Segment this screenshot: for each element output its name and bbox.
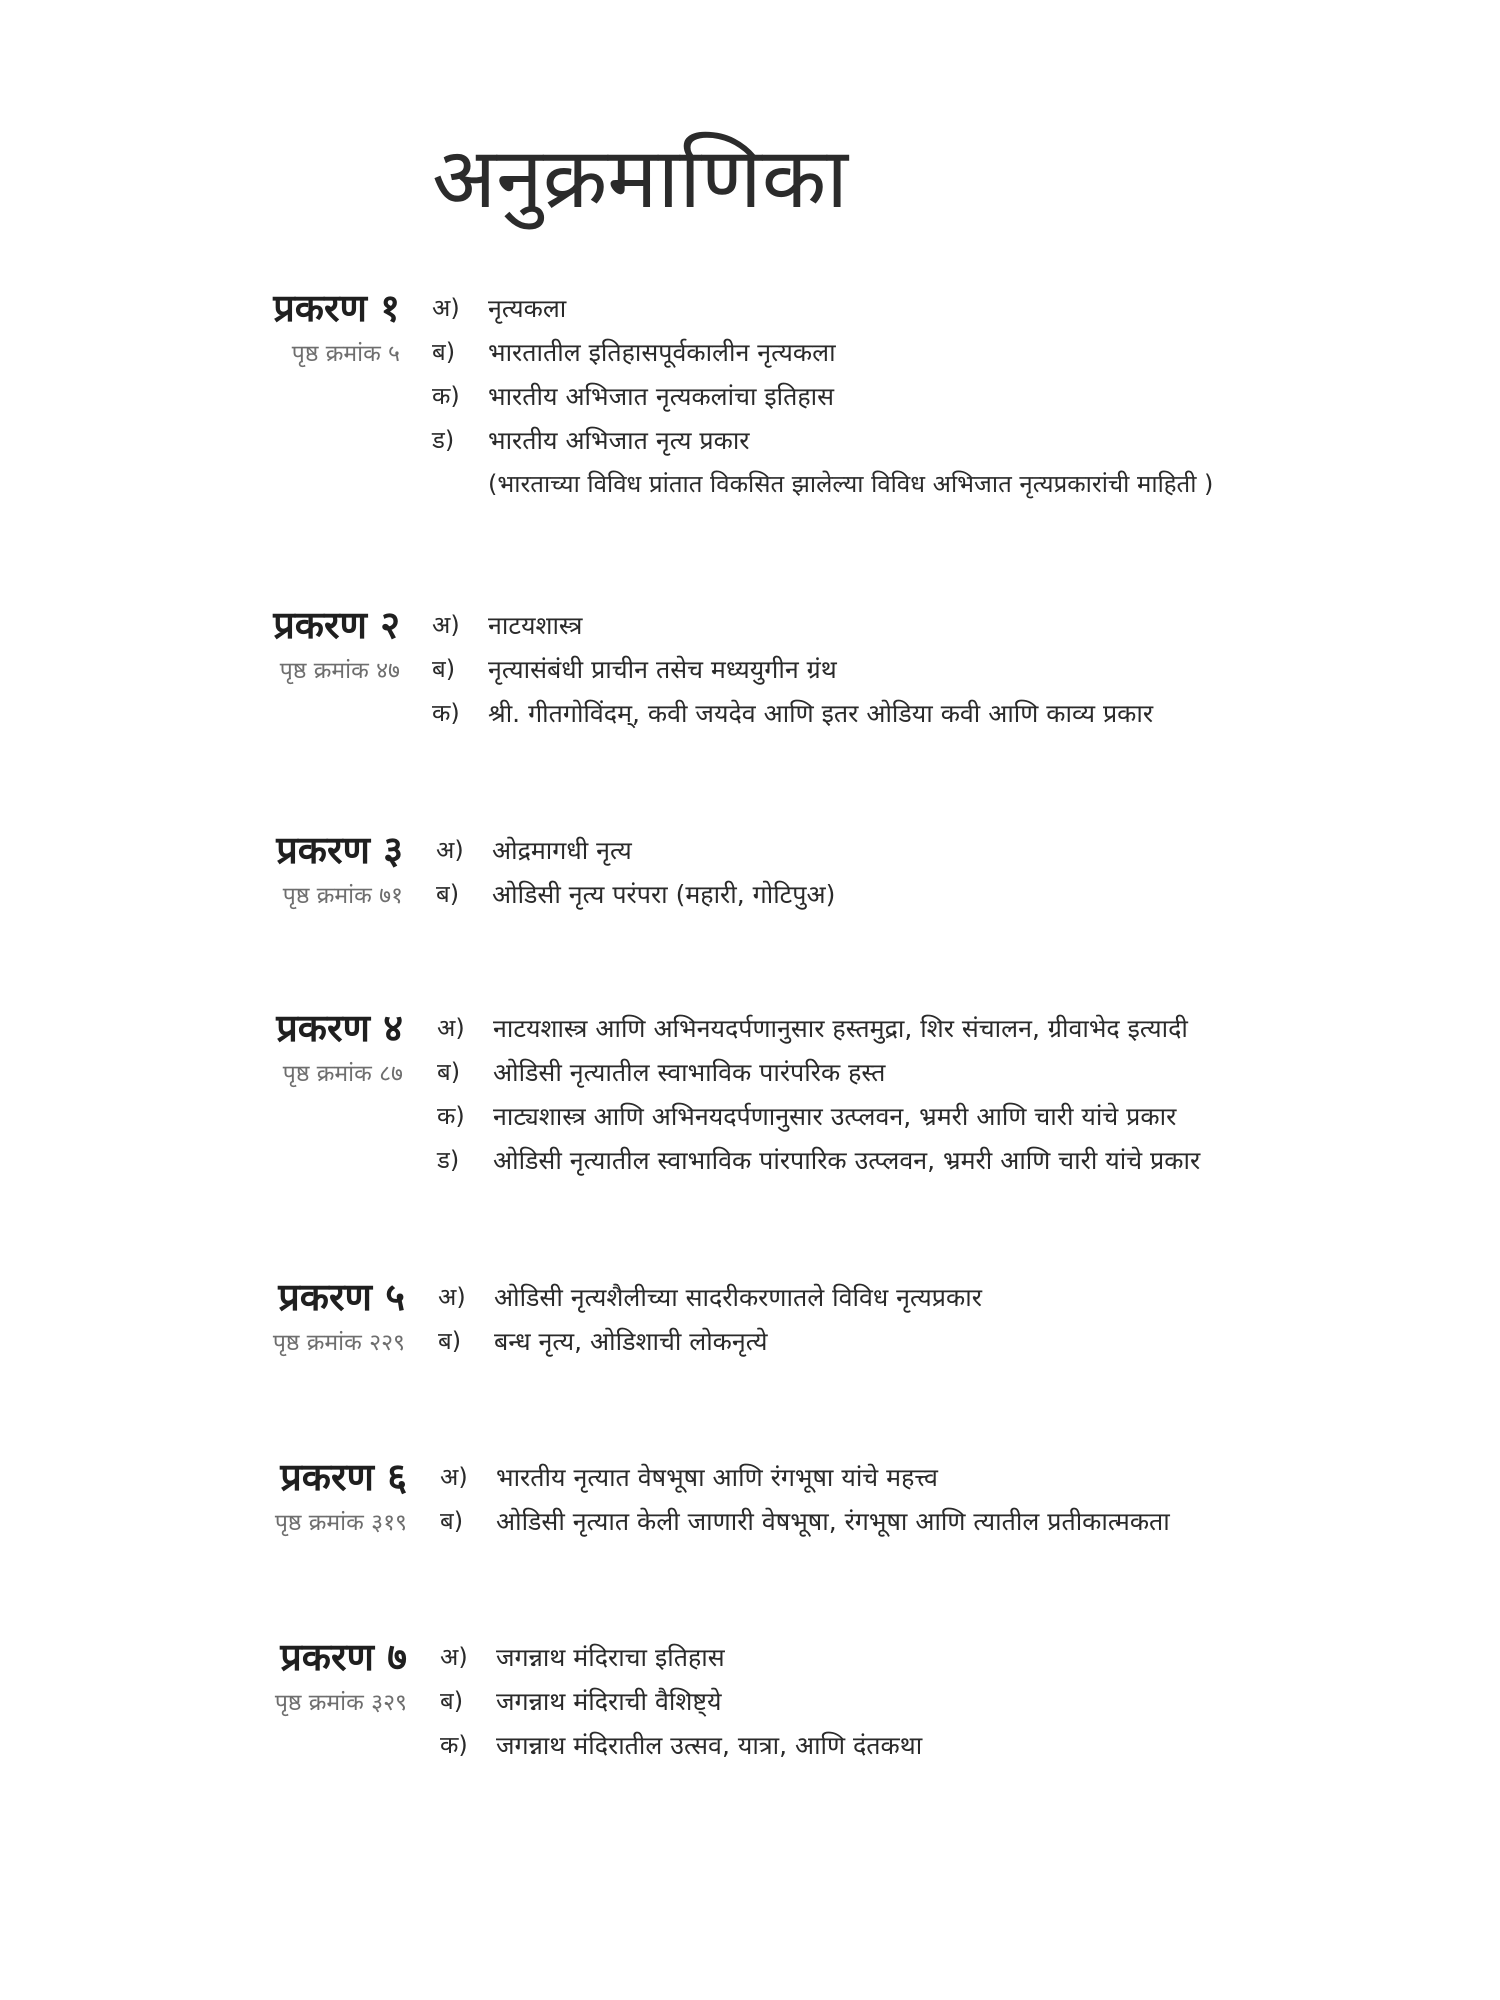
list-item (432, 291, 1213, 335)
list-item (440, 1640, 922, 1684)
list-item (437, 1143, 1200, 1187)
entry-text: ओडिसी नृत्य परंपरा (महारी, गोटिपुअ) (492, 880, 836, 909)
entry-text: नाटयशास्त्र (488, 611, 583, 640)
entry-text: जगन्नाथ मंदिरातील उत्सव, यात्रा, आणि दंतकथा (496, 1731, 923, 1760)
chapter-page-number: पृष्ठ क्रमांक ७१ (282, 882, 403, 909)
entry-marker: क) (440, 1731, 468, 1759)
entry-marker: ड) (432, 426, 455, 454)
chapter-entries (436, 833, 835, 921)
entry-marker: अ) (440, 1643, 468, 1671)
list-item (437, 1055, 1200, 1099)
chapter-page-number: पृष्ठ क्रमांक २२९ (272, 1329, 405, 1356)
entry-marker: ब) (438, 1327, 462, 1355)
entry-marker: अ) (432, 294, 460, 322)
list-item (436, 877, 835, 921)
list-item (437, 1011, 1200, 1055)
chapter-label: प्रकरण ४ (276, 1006, 403, 1050)
entry-text: नाट्यशास्त्र आणि अभिनयदर्पणानुसार उत्प्लवन, भ्रमरी आणि चारी यांचे प्रकार (493, 1102, 1177, 1131)
entry-text: ओडिसी नृत्यातील स्वाभाविक पारंपरिक हस्त (493, 1058, 886, 1087)
chapter-heading (262, 1637, 407, 1717)
chapter-heading (255, 605, 400, 685)
chapter-page-number: पृष्ठ क्रमांक ३१९ (274, 1509, 407, 1536)
list-item (432, 335, 1213, 379)
entry-note: (भारताच्या विविध प्रांतात विकसित झालेल्या विविध अभिजात नृत्यप्रकारांची माहिती ) (488, 470, 1214, 498)
entry-marker: अ) (440, 1463, 468, 1491)
entry-marker: ब) (440, 1687, 464, 1715)
chapter-heading (258, 1008, 403, 1088)
entry-text: भारतीय नृत्यात वेषभूषा आणि रंगभूषा यांचे महत्त्व (496, 1463, 938, 1492)
chapter-entries (440, 1460, 1170, 1548)
chapter-label: प्रकरण ६ (280, 1455, 407, 1499)
entry-marker: ब) (432, 338, 456, 366)
list-item (436, 833, 835, 877)
entry-marker: क) (432, 382, 460, 410)
entry-marker: ब) (440, 1507, 464, 1535)
list-item (432, 423, 1213, 467)
entry-text: नाटयशास्त्र आणि अभिनयदर्पणानुसार हस्तमुद्रा, शिर संचालन, ग्रीवाभेद इत्यादी (493, 1014, 1188, 1043)
chapter-page-number: पृष्ठ क्रमांक ४७ (279, 657, 400, 684)
chapter-entries (440, 1640, 922, 1772)
chapter-entries (438, 1280, 982, 1368)
entry-text: ओद्रमागधी नृत्य (492, 836, 632, 865)
entry-text: भारतीय अभिजात नृत्य प्रकार (488, 426, 750, 455)
list-item (440, 1728, 922, 1772)
entry-text: भारतातील इतिहासपूर्वकालीन नृत्यकला (488, 338, 836, 367)
entry-text: जगन्नाथ मंदिराचा इतिहास (496, 1643, 725, 1672)
chapter-label: प्रकरण ७ (280, 1635, 407, 1679)
list-item (432, 608, 1153, 652)
chapter-entries (437, 1011, 1200, 1187)
entry-marker: ब) (436, 880, 460, 908)
chapter-page-number: पृष्ठ क्रमांक ८७ (282, 1060, 403, 1087)
entry-text: बन्ध नृत्य, ओडिशाची लोकनृत्ये (494, 1327, 768, 1356)
chapter-label: प्रकरण २ (273, 603, 400, 647)
chapter-heading (260, 1277, 405, 1357)
chapter-label: प्रकरण ३ (276, 828, 403, 872)
entry-marker: क) (437, 1102, 465, 1130)
entry-text: जगन्नाथ मंदिराची वैशिष्ट्ये (496, 1687, 722, 1716)
entry-marker: ब) (432, 655, 456, 683)
entry-marker: अ) (437, 1014, 465, 1042)
list-item (437, 1099, 1200, 1143)
entry-marker: अ) (438, 1283, 466, 1311)
chapter-heading (262, 1457, 407, 1537)
entry-text: ओडिसी नृत्यशैलीच्या सादरीकरणातले विविध नृत्यप्रकार (494, 1283, 982, 1312)
list-item (432, 652, 1153, 696)
entry-text: नृत्यासंबंधी प्राचीन तसेच मध्ययुगीन ग्रंथ (488, 655, 837, 684)
chapter-page-number: पृष्ठ क्रमांक ३२९ (274, 1689, 407, 1716)
entry-text: भारतीय अभिजात नृत्यकलांचा इतिहास (488, 382, 835, 411)
chapter-page-number: पृष्ठ क्रमांक ५ (291, 340, 400, 367)
entry-marker: ब) (437, 1058, 461, 1086)
chapter-entries (432, 608, 1153, 740)
chapter-entries (432, 291, 1213, 511)
chapter-heading (255, 288, 400, 368)
entry-marker: ड) (437, 1146, 460, 1174)
list-item (440, 1504, 1170, 1548)
entry-marker: क) (432, 699, 460, 727)
list-item (432, 379, 1213, 423)
entry-text: ओडिसी नृत्यात केली जाणारी वेषभूषा, रंगभूषा आणि त्यातील प्रतीकात्मकता (496, 1507, 1170, 1536)
list-item (438, 1280, 982, 1324)
list-item (440, 1684, 922, 1728)
chapter-label: प्रकरण ५ (278, 1275, 405, 1319)
entry-text: श्री. गीतगोविंदम्, कवी जयदेव आणि इतर ओडिया कवी आणि काव्य प्रकार (488, 699, 1154, 728)
entry-marker: अ) (432, 611, 460, 639)
entry-text: नृत्यकला (488, 294, 567, 323)
list-item (438, 1324, 982, 1368)
chapter-label: प्रकरण १ (273, 286, 400, 330)
chapter-heading (258, 830, 403, 910)
entry-text: ओडिसी नृत्यातील स्वाभाविक पांरपारिक उत्प्लवन, भ्रमरी आणि चारी यांचे प्रकार (493, 1146, 1201, 1175)
entry-marker: अ) (436, 836, 464, 864)
list-item (432, 696, 1153, 740)
list-item (440, 1460, 1170, 1504)
page-title: अनुक्रमाणिका (432, 129, 849, 227)
